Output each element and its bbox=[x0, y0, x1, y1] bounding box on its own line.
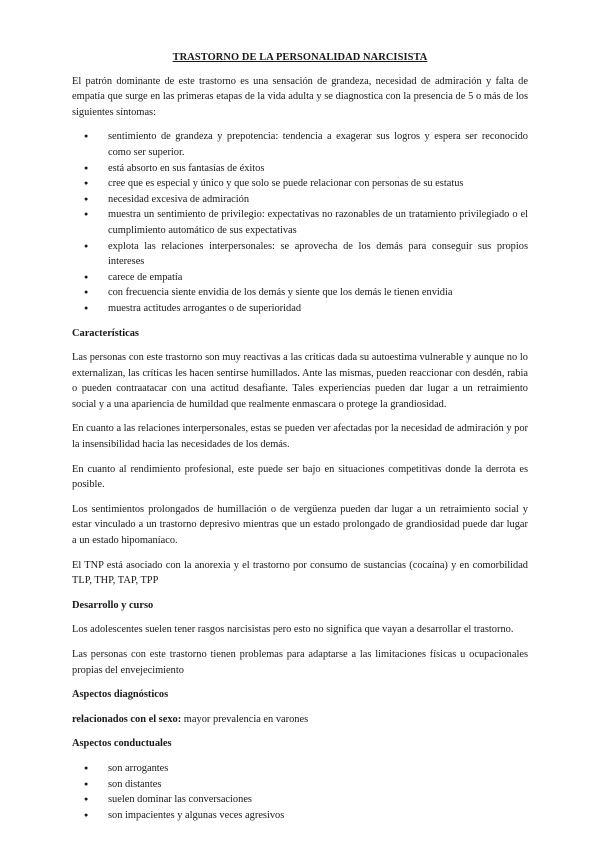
list-item: ● carece de empatía bbox=[72, 270, 528, 286]
list-item: ● con frecuencia siente envidia de los demás y siente que los demás le tienen envidia bbox=[72, 285, 528, 301]
symptom-list bbox=[72, 129, 528, 316]
list-item: ● necesidad excesiva de admiración bbox=[72, 192, 528, 208]
paragraph: El TNP está asociado con la anorexia y el trastorno por consumo de sustancias (cocaína) y en comorbilidad TLP, THP, TAP, TPP bbox=[72, 559, 528, 587]
list-item: ● son impacientes y algunas veces agresivos bbox=[72, 808, 528, 824]
list-item: ● son arrogantes bbox=[72, 761, 528, 777]
intro-paragraph: El patrón dominante de este trastorno es una sensación de grandeza, necesidad de admiración y falta de empatía que surge en las primeras etapas de la vida adulta y se diagnostica con la presencia de 5 o más de los siguientes síntomas: bbox=[72, 75, 528, 118]
list-item: ● muestra actitudes arrogantes o de superioridad bbox=[72, 301, 528, 317]
list-item: ● sentimiento de grandeza y prepotencia: tendencia a exagerar sus logros y espera ser reconocido como ser superior. bbox=[72, 129, 528, 160]
paragraph: En cuanto al rendimiento profesional, este puede ser bajo en situaciones competitivas donde la derrota es posible. bbox=[72, 463, 528, 491]
list-item: ● está absorto en sus fantasías de éxitos bbox=[72, 161, 528, 177]
paragraph: Las personas con este trastorno son muy reactivas a las críticas dada su autoestima vulnerable y aunque no lo externalizan, las críticas les hacen sentirse humillados. Ante las mismas, pueden reaccionar con desdén, rabia o pueden contraatacar con una actitud desafiante. Tales experiencias pueden dar lugar a un retraimiento social y a una apariencia de humildad que realmente enmascara o protege la grandiosidad. bbox=[72, 352, 528, 410]
paragraph: Los adolescentes suelen tener rasgos narcisistas pero esto no significa que vayan a desarrollar el trastorno. bbox=[72, 624, 514, 636]
document-title: TRASTORNO DE LA PERSONALIDAD NARCISISTA bbox=[172, 52, 428, 63]
paragraph: Las personas con este trastorno tienen problemas para adaptarse a las limitaciones físicas u ocupacionales propias del envejecimiento bbox=[72, 649, 528, 676]
behavior-list bbox=[72, 761, 528, 823]
diagnostic-heading: Aspectos diagnósticos bbox=[72, 689, 169, 701]
paragraph: En cuanto a las relaciones interpersonales, estas se pueden ver afectadas por la necesidad de admiración y por la insensibilidad hacia las necesidades de los demás. bbox=[72, 423, 528, 451]
sex-related-paragraph bbox=[72, 712, 528, 728]
behavioral-heading: Aspectos conductuales bbox=[72, 738, 172, 750]
sex-related-label: relacionados con el sexo: bbox=[72, 713, 182, 725]
list-item: ● suelen dominar las conversaciones bbox=[72, 792, 528, 808]
list-item: ● explota las relaciones interpersonales: se aprovecha de los demás para conseguir sus propios intereses bbox=[72, 239, 528, 270]
development-heading: Desarrollo y curso bbox=[72, 599, 154, 611]
characteristics-heading: Características bbox=[72, 327, 139, 339]
list-item: ● muestra un sentimiento de privilegio: expectativas no razonables de un tratamiento privilegiado o el cumplimiento automático de sus expectativas bbox=[72, 207, 528, 238]
paragraph: Los sentimientos prolongados de humillación o de vergüenza pueden dar lugar a un retraimiento social y estar vinculado a un trastorno depresivo mientras que un estado prolongado de grandiosidad puede dar lugar a un estado hipomaníaco. bbox=[72, 503, 528, 547]
sex-related-text: mayor prevalencia en varones bbox=[181, 713, 309, 725]
list-item: ● son distantes bbox=[72, 777, 528, 793]
document-page bbox=[72, 50, 528, 832]
list-item: ● cree que es especial y único y que solo se puede relacionar con personas de su estatus bbox=[72, 176, 528, 192]
